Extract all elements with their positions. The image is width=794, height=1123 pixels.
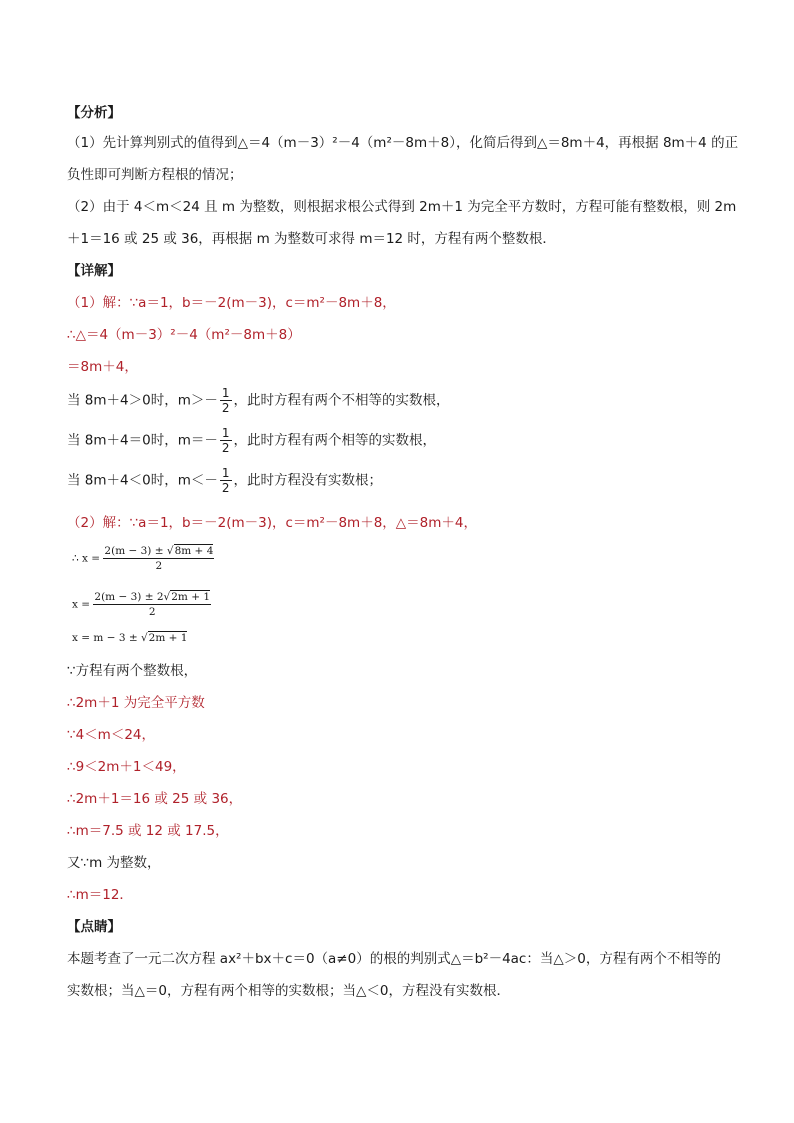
fraction-half: $\frac{1}{2}$ [221, 386, 230, 415]
case-positive-condition: 当 8m＋4＞0时，m＞－ [67, 392, 218, 409]
detail-line-15: ∴m＝12． [67, 887, 133, 903]
comment-heading: 【点睛】 [67, 919, 121, 935]
formula-1: ∴ x = $\frac{2(m - 3) \pm √8m + 4}{2}$ [72, 545, 214, 572]
detail-line-1: （1）解：∵a＝1，b＝－2(m－3)，c＝m²－8m＋8， [67, 295, 396, 311]
detail-line-10: ∵4＜m＜24， [67, 727, 156, 743]
analysis-line-1b: 负性即可判断方程根的情况； [67, 167, 243, 183]
detail-line-11: ∴9＜2m＋1＜49， [67, 759, 186, 775]
case-zero-condition: 当 8m＋4＝0时，m＝－ [67, 432, 218, 449]
analysis-heading: 【分析】 [67, 105, 121, 121]
detail-line-12: ∴2m＋1＝16 或 25 或 36， [67, 791, 243, 807]
detail-line-5 [67, 426, 436, 455]
detail-line-6 [67, 466, 382, 495]
fraction-half: $\frac{1}{2}$ [221, 466, 230, 495]
case-positive-result: ，此时方程有两个不相等的实数根， [233, 392, 450, 409]
case-negative-result: ，此时方程没有实数根； [233, 472, 383, 489]
detail-line-14: 又∵m 为整数， [67, 855, 161, 871]
analysis-line-1a: （1）先计算判别式的值得到△＝4（m－3）²－4（m²－8m＋8），化简后得到△＝8m＋4，再根据 8m＋4 的正 [67, 135, 739, 151]
detail-heading: 【详解】 [67, 263, 121, 279]
case-zero-result: ，此时方程有两个相等的实数根， [233, 432, 437, 449]
formula-2: x = $\frac{2(m - 3) \pm 2√2m + 1}{2}$ [72, 591, 211, 618]
analysis-line-2b: ＋1＝16 或 25 或 36，再根据 m 为整数可求得 m＝12 时，方程有两个整数根． [67, 231, 556, 247]
formula-3: x = m − 3 ± √2m + 1 [72, 632, 188, 644]
case-negative-condition: 当 8m＋4＜0时，m＜－ [67, 472, 218, 489]
detail-line-8: ∵方程有两个整数根， [67, 663, 198, 679]
detail-line-4 [67, 386, 450, 415]
comment-line-2: 实数根；当△＝0，方程有两个相等的实数根；当△＜0，方程没有实数根． [67, 983, 510, 999]
fraction-half: $\frac{1}{2}$ [221, 426, 230, 455]
detail-line-2: ∴△＝4（m－3）²－4（m²－8m＋8） [67, 327, 301, 343]
comment-line-1: 本题考查了一元二次方程 ax²＋bx＋c＝0（a≠0）的根的判别式△＝b²－4ac：当△＞0，方程有两个不相等的 [67, 951, 721, 967]
detail-line-3: ＝8m＋4， [67, 359, 138, 375]
detail-line-9: ∴2m＋1 为完全平方数 [67, 695, 205, 711]
analysis-line-2a: （2）由于 4＜m＜24 且 m 为整数，则根据求根公式得到 2m＋1 为完全平方数时，方程可能有整数根，则 2m [67, 199, 737, 215]
detail-line-7: （2）解：∵a＝1，b＝－2(m－3)，c＝m²－8m＋8，△＝8m＋4， [67, 515, 477, 531]
detail-line-13: ∴m＝7.5 或 12 或 17.5， [67, 823, 229, 839]
